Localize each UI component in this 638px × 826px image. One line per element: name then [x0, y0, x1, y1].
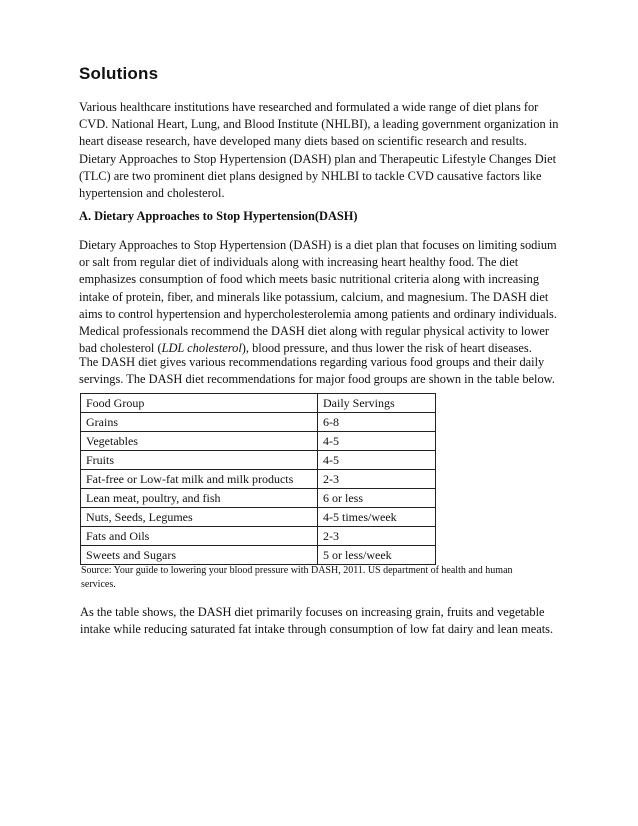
table-row [81, 413, 436, 432]
food-group-cell: Lean meat, poultry, and fish [81, 489, 318, 508]
dash-last-line-before: bad cholesterol ( [79, 341, 162, 356]
conclusion-paragraph [80, 604, 564, 638]
dash-line: Dietary Approaches to Stop Hypertension (DASH) is a diet plan that focuses on limiting sodium [79, 238, 557, 252]
food-group-cell: Sweets and Sugars [81, 546, 318, 565]
servings-cell: 2-3 [318, 527, 436, 546]
intro-line: (TLC) are two prominent diet plans designed by NHLBI to tackle CVD causative factors like [79, 168, 542, 183]
servings-cell: 4-5 times/week [318, 508, 436, 527]
table-row [81, 489, 436, 508]
dash-line: intake of protein, fiber, and minerals like potassium, calcium, and magnesium. The DASH diet [79, 289, 549, 304]
dash-servings-table [80, 393, 436, 565]
dash-paragraph [79, 237, 563, 357]
table-row [81, 527, 436, 546]
table-row [81, 432, 436, 451]
servings-cell: 4-5 [318, 451, 436, 470]
food-group-cell: Grains [81, 413, 318, 432]
dash-line: emphasizes consumption of food which meets basic nutritional criteria along with increasing [79, 272, 540, 287]
table-row [81, 508, 436, 527]
dash-line: aims to control hypertension and hypercholesterolemia among patients and ordinary individuals. [79, 306, 557, 321]
recommendations-paragraph [79, 354, 563, 388]
table-header-row [81, 394, 436, 413]
servings-cell: 2-3 [318, 470, 436, 489]
header-daily-servings: Daily Servings [318, 394, 436, 413]
page-title: Solutions [79, 64, 159, 83]
ldl-cholesterol-term: LDL cholesterol [161, 341, 242, 356]
source-line: Source: Your guide to lowering your blood pressure with DASH, 2011. US department of health and human [81, 565, 513, 576]
table-source-note [81, 564, 561, 592]
conclusion-line: intake while reducing saturated fat intake through consumption of low fat dairy and lean meats. [80, 622, 554, 637]
servings-cell: 6 or less [318, 489, 436, 508]
intro-line: hypertension and cholesterol. [79, 186, 225, 201]
food-group-cell: Fruits [81, 451, 318, 470]
section-a-heading: A. Dietary Approaches to Stop Hypertension(DASH) [79, 209, 358, 223]
intro-paragraph [79, 99, 563, 202]
food-group-cell: Fat-free or Low-fat milk and milk products [81, 470, 318, 489]
servings-cell: 5 or less/week [318, 546, 436, 565]
intro-line: Various healthcare institutions have researched and formulated a wide range of diet plans for [79, 100, 539, 114]
source-line: services. [81, 579, 116, 590]
servings-cell: 4-5 [318, 432, 436, 451]
table-row [81, 546, 436, 565]
dash-servings-table-wrapper [80, 393, 436, 565]
recommendations-line: The DASH diet gives various recommendations regarding various food groups and their daily [79, 355, 545, 369]
food-group-cell: Vegetables [81, 432, 318, 451]
intro-line: Dietary Approaches to Stop Hypertension (DASH) plan and Therapeutic Lifestyle Changes Diet [79, 151, 557, 166]
servings-cell: 6-8 [318, 413, 436, 432]
food-group-cell: Fats and Oils [81, 527, 318, 546]
conclusion-line: As the table shows, the DASH diet primarily focuses on increasing grain, fruits and vegetable [80, 605, 545, 619]
header-food-group: Food Group [81, 394, 318, 413]
table-row [81, 470, 436, 489]
intro-line: heart disease research, have developed many diets based on scientific research and results. [79, 134, 527, 149]
dash-line: Medical professionals recommend the DASH diet along with regular physical activity to lower [79, 324, 550, 339]
recommendations-line: servings. The DASH diet recommendations for major food groups are shown in the table below. [79, 372, 555, 387]
intro-line: CVD. National Heart, Lung, and Blood Institute (NHLBI), a leading government organization in [79, 117, 559, 132]
food-group-cell: Nuts, Seeds, Legumes [81, 508, 318, 527]
dash-last-line-after: ), blood pressure, and thus lower the risk of heart diseases. [241, 341, 532, 356]
table-row [81, 451, 436, 470]
dash-line: or salt from regular diet of individuals along with increasing heart healthy food. The diet [79, 255, 519, 270]
